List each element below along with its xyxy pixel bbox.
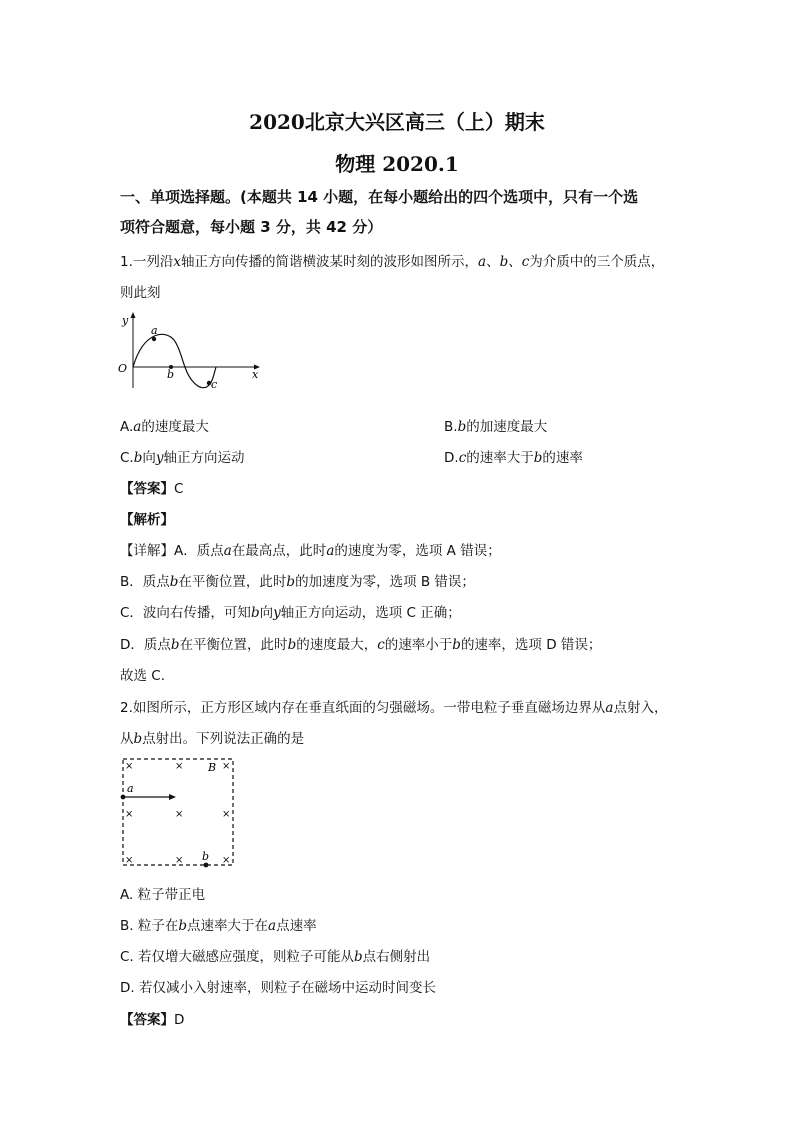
label-y: y [122,314,129,327]
label-b: b [167,368,175,381]
label-x: x [252,368,259,381]
q1-detail-line1: 【详解】A．质点a在最高点，此时a的速度为零，选项 A 错误； [120,543,501,559]
q1-answer: 【答案】C [120,481,184,497]
exam-title: 2020北京大兴区高三（上）期末 [249,110,545,134]
q1-option-c: C.b向y轴正方向运动 [120,450,245,466]
label-b: b [202,850,210,863]
wave-curve [133,334,216,387]
q1-detail-line4: D．质点b在平衡位置，此时b的速度最大，c的速率小于b的速率，选项 D 错误； [120,637,602,653]
q2-stem-line1: 2.如图所示，正方形区域内存在垂直纸面的匀强磁场。一带电粒子垂直磁场边界从a点射入， [120,700,668,716]
cross-mark: × [175,809,184,820]
q1-option-a: A.a的速度最大 [120,419,209,435]
cross-mark: × [222,809,231,820]
arrow-head-icon [169,794,176,800]
point-b [204,863,209,868]
y-axis-arrow-icon [131,312,136,318]
q1-option-b: B.b的加速度最大 [444,419,548,435]
label-B: B [208,761,217,774]
q1-analysis-label: 【解析】 [120,512,174,528]
section-heading-line1: 一、单项选择题。(本题共 14 小题，在每小题给出的四个选项中，只有一个选 [120,188,639,206]
label-a: a [127,782,134,795]
cross-mark: × [125,809,134,820]
q2-option-b: B. 粒子在b点速率大于在a点速率 [120,918,317,934]
cross-mark: × [125,761,134,772]
q1-detail-line3: C．波向右传播，可知b向y轴正方向运动，选项 C 正确； [120,605,461,621]
point-a [152,337,156,341]
q2-answer: 【答案】D [120,1012,185,1028]
q2-option-d: D. 若仅减小入射速率，则粒子在磁场中运动时间变长 [120,980,436,996]
q2-stem-line2: 从b点射出。下列说法正确的是 [120,731,305,747]
q1-option-d: D.c的速率大于b的速率 [444,450,583,466]
q1-detail-line5: 故选 C. [120,668,166,684]
q2-option-c: C. 若仅增大磁感应强度，则粒子可能从b点右侧射出 [120,949,431,965]
q1-detail-line2: B．质点b在平衡位置，此时b的加速度为零，选项 B 错误； [120,574,475,590]
label-a: a [151,324,158,337]
q2-option-a: A. 粒子带正电 [120,887,206,903]
cross-mark: × [222,855,231,866]
cross-mark: × [175,855,184,866]
label-c: c [211,378,218,391]
q2-magnetic-field-figure [118,754,242,870]
q1-wave-figure [114,310,264,392]
label-origin: O [118,362,128,375]
q1-stem-line2: 则此刻 [120,285,161,301]
exam-subtitle: 物理 2020.1 [335,152,459,176]
cross-mark: × [175,761,184,772]
cross-mark: × [222,761,231,772]
q1-stem-line1: 1.一列沿x轴正方向传播的简谐横波某时刻的波形如图所示，a、b、c为介质中的三个质点， [120,254,665,270]
cross-mark: × [125,855,134,866]
section-heading-line2: 项符合题意，每小题 3 分，共 42 分） [120,218,383,236]
